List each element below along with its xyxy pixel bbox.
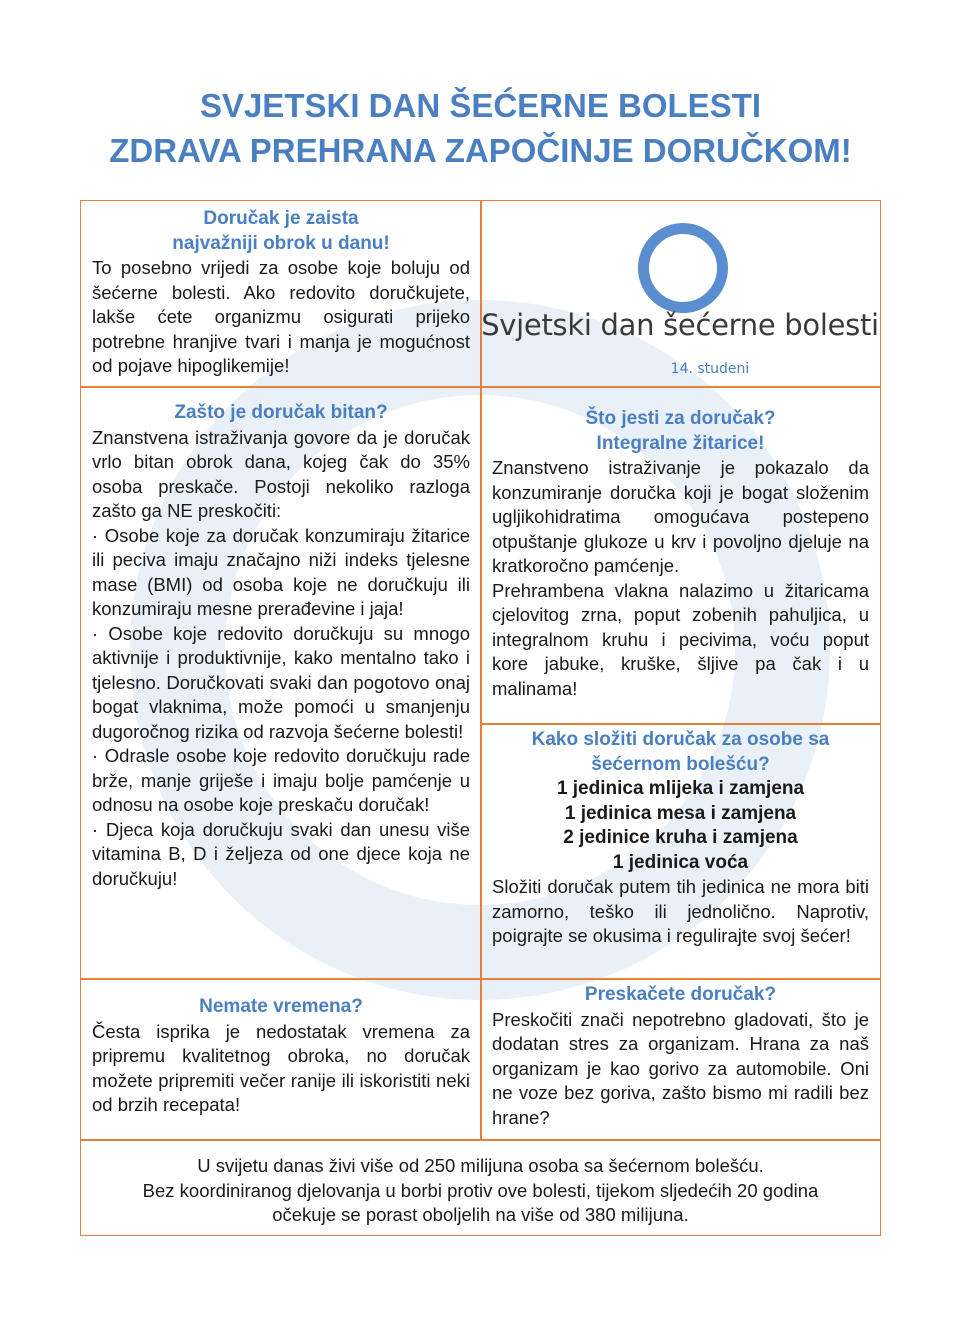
box1-heading (92, 207, 470, 256)
unit-item: 1 jedinica mlijeka i zamjena (556, 778, 805, 799)
box4-heading (492, 728, 869, 777)
box6-body: Preskočiti znači nepotrebno gladovati, što je dodatan stres za organizam. Hrana za naš organizam je kao gorivo za automobile. Oni ne voze bez goriva, zašto bismo mi radili bez hrane? (492, 1008, 869, 1128)
box1-body: To posebno vrijedi za osobe koje boluju od šećerne bolesti. Ako redovito doručkujete, lakše ćete organizmu osigurati prijeko potrebne hranjive tvari i manja je mogućnost od pojave hipoglikemije! (92, 257, 470, 376)
logo-box (480, 200, 881, 388)
page-title (0, 83, 961, 173)
box3-body-2: Prehrambena vlakna nalazimo u žitaricama cjelovitog zrna, poput zobenih pahuljica, u integralnom kruhu i pecivima, voću poput kore jabuke, kruške, šljive pa čak i u malinama! (492, 579, 869, 699)
logo-text: Svjetski dan šećerne bolesti (481, 308, 879, 342)
unit-item: 2 jedinice kruha i zamjena (563, 827, 798, 848)
box2-bullet-3: · Odrasle osobe koje redovito doručkuju rade brže, manje griješe i imaju bolje pamćenje u odnosu na osobe koje preskaču doručak! (92, 745, 470, 815)
box-no-time (80, 978, 482, 1141)
box-why-breakfast (80, 386, 482, 980)
box5-body: Česta isprika je nedostatak vremena za pripremu kvalitetnog obroka, no doručak možete pripremiti večer ranije ili iskoristiti neki od brzih recepata! (92, 1020, 470, 1115)
footer-line-2: Bez koordiniranog djelovanja u borbi protiv ove bolesti, tijekom sljedećih 20 godina (142, 1179, 819, 1201)
box2-intro: Znanstvena istraživanja govore da je doručak vrlo bitan obrok dana, kojeg čak do 35% osoba preskače. Postoji nekoliko razloga zašto ga NE preskočiti: (92, 426, 470, 521)
box2-bullet-4: · Djeca koja doručkuju svaki dan unesu više vitamina B, D i željeza od one djece koja ne doručkuju! (92, 818, 470, 889)
unit-item: 1 jedinica mesa i zamjena (564, 802, 797, 824)
unit-item: 1 jedinica voća (612, 851, 749, 873)
footer-line-3: očekuje se porast oboljelih na više od 380 milijuna. (272, 1204, 689, 1225)
box1-heading-line2: najvažniji obrok u danu! (172, 232, 390, 254)
box3-heading-line2: Integralne žitarice! (596, 432, 765, 454)
footer-box (80, 1139, 881, 1236)
box3-heading (492, 407, 869, 456)
box4-heading-line2: šećernom bolešću? (591, 753, 770, 775)
title-line-2: ZDRAVA PREHRANA ZAPOČINJE DORUČKOM! (109, 132, 852, 169)
box-how-to-compose (480, 723, 881, 980)
box2-bullet-2: · Osobe koje redovito doručkuju su mnogo aktivnije i produktivnije, kako mentalno tako i tjelesno. Doručkovati svaki dan pogotovo onaj bogat vlaknima, može pomoći u smanjenju dugoročnog rizika od razvoja šećerne bolesti! (92, 622, 470, 742)
logo-date: 14. studeni (670, 361, 750, 377)
box3-body-1: Znanstveno istraživanje je pokazalo da konzumiranje doručka koji je bogat složenim ugljikohidratima omogućava postepeno otpuštanje glukoze u krv i povoljno djeluje na kratkoročno pamćenje. (492, 457, 869, 576)
title-line-1: SVJETSKI DAN ŠEĆERNE BOLESTI (199, 87, 762, 124)
box4-heading-line1: Kako složiti doručak za osobe sa (531, 729, 830, 750)
blue-circle-logo-icon (638, 223, 728, 313)
box6-heading: Preskačete doručak? (584, 984, 777, 1005)
box-skipping-breakfast (480, 978, 881, 1141)
footer-line-1: U svijetu danas živi više od 250 milijuna osoba sa šećernom bolešću. (197, 1155, 764, 1176)
box1-heading-line1: Doručak je zaista (203, 208, 359, 229)
box-what-to-eat (480, 386, 881, 725)
box-breakfast-importance (80, 200, 482, 388)
box5-heading: Nemate vremena? (199, 996, 363, 1017)
box3-heading-line1: Što jesti za doručak? (585, 408, 776, 429)
box4-body: Složiti doručak putem tih jedinica ne mora biti zamorno, teško ili jednolično. Naprotiv, poigrajte se okusima i regulirajte svoj šećer! (492, 876, 869, 946)
box2-heading: Zašto je doručak bitan? (174, 402, 388, 423)
box2-bullet-1: · Osobe koje za doručak konzumiraju žitarice ili peciva imaju značajno niži indeks tjelesne mase (BMI) od osoba koje ne doručkuju ili konzumiraju mesne prerađevine i jaja! (92, 524, 470, 619)
info-grid (80, 200, 881, 1236)
